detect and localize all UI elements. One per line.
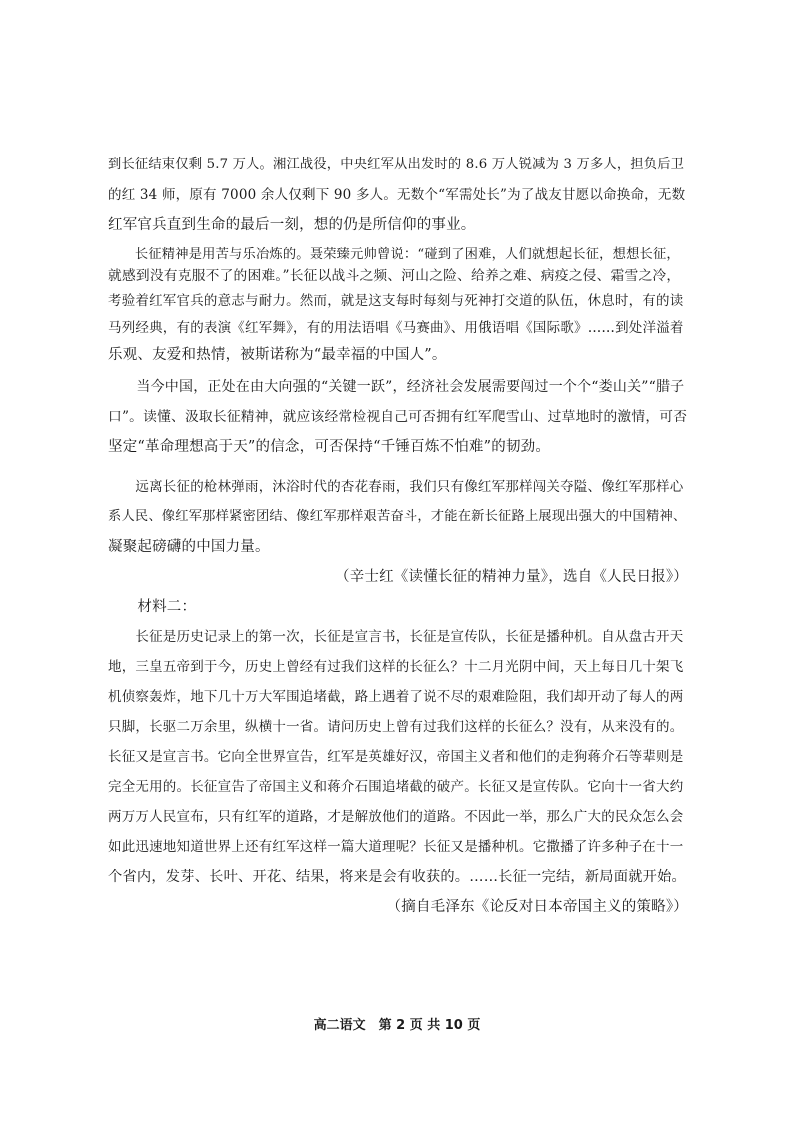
text-line: 系人民、像红军那样紧密团结、像红军那样艰苦奋斗，才能在新长征路上展现出强大的中国精神、 [108, 509, 687, 524]
text-line: 坚定“革命理想高于天”的信念，可否保持“千锤百炼不怕难”的韧劲。 [108, 439, 551, 455]
text-line: 长征又是宣言书。它向全世界宣告，红军是英雄好汉，帝国主义者和他们的走狗蒋介石等辈则是 [108, 749, 684, 765]
text-line: 地，三皇五帝到于今，历史上曾经有过我们这样的长征么？十二月光阴中间，天上每日几十架飞 [108, 659, 684, 675]
page-footer: 高二语文 第 2 页 共 10 页 [313, 1018, 481, 1033]
text-line: 完全无用的。长征宣告了帝国主义和蒋介石围追堵截的破产。长征又是宣传队。它向十一省大约 [108, 779, 684, 795]
text-line: 到长征结束仅剩 5.7 万人。湘江战役，中央红军从出发时的 8.6 万人锐减为 3 万多人，担负后卫 [108, 157, 685, 172]
text-line: 红军官兵直到生命的最后一刻，想的仍是所信仰的事业。 [108, 217, 476, 233]
section-heading: 材料二： [108, 599, 197, 615]
text-line: 凝聚起磅礴的中国力量。 [108, 539, 270, 555]
text-line: 两万万人民宣布，只有红军的道路，才是解放他们的道路。不因此一举，那么广大的民众怎么会 [108, 809, 684, 825]
text-line: 个省内，发芽、长叶、开花、结果，将来是会有收获的。……长征一完结，新局面就开始。 [108, 869, 687, 885]
text-line: 考验着红军官兵的意志与耐力。然而，就是这支每时每刻与死神打交道的队伍，休息时，有的读 [108, 293, 684, 309]
text-line: 长征是历史记录上的第一次，长征是宣言书，长征是宣传队，长征是播种机。自从盘古开天 [108, 629, 684, 645]
text-line: 的红 34 师，原有 7000 余人仅剩下 90 多人。无数个“军需处长”为了战友甘愿以命换命，无数 [108, 187, 686, 203]
text-line: 如此迅速地知道世界上还有红军这样一篇大道理呢？长征又是播种机。它撒播了许多种子在十一 [108, 839, 684, 855]
text-line: 就感到没有克服不了的困难。”长征以战斗之频、河山之险、给养之难、病疫之侵、霜雪之冷， [108, 268, 681, 284]
text-line: 远离长征的枪林弹雨，沐浴时代的杏花春雨，我们只有像红军那样闯关夺隘、像红军那样心 [108, 479, 684, 495]
text-line: 只脚，长驱二万余里，纵横十一省。请问历史上曾有过我们这样的长征么？没有，从来没有的。 [108, 719, 684, 735]
text-line: 马列经典，有的表演《红军舞》，有的用法语唱《马赛曲》、用俄语唱《国际歌》……到处洋溢着 [108, 320, 684, 336]
source-citation: （摘自毛泽东《论反对日本帝国主义的策略》） [386, 899, 688, 915]
text-line: 口”。读懂、汲取长征精神，就应该经常检视自己可否拥有红军爬雪山、过草地时的激情，可否 [108, 409, 688, 425]
text-line: 乐观、友爱和热情，被斯诺称为“最幸福的中国人”。 [108, 347, 447, 363]
text-line: 当今中国，正处在由大向强的“关键一跃”，经济社会发展需要闯过一个个“娄山关”“腊子 [108, 379, 685, 395]
text-line: 长征精神是用苦与乐冶炼的。聂荣臻元帅曾说：“碰到了困难，人们就想起长征，想想长征， [108, 247, 680, 262]
text-line: 机侦察轰炸，地下几十万大军围追堵截，路上遇着了说不尽的艰难险阻，我们却开动了每人的两 [108, 689, 684, 705]
source-citation: （辛士红《读懂长征的精神力量》，选自《人民日报》） [335, 569, 688, 585]
